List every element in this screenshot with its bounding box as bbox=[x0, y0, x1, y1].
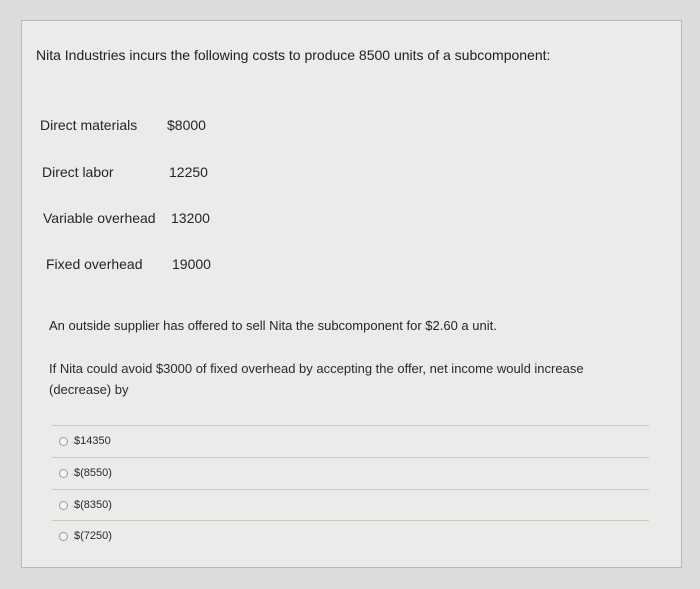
radio-button-icon[interactable] bbox=[59, 437, 68, 446]
cost-label-direct-materials: Direct materials bbox=[40, 117, 138, 133]
question-prompt: If Nita could avoid $3000 of fixed overhead by accepting the offer, net income would increase (decrease) by bbox=[49, 361, 584, 397]
cost-value-fixed-overhead: 19000 bbox=[172, 256, 211, 272]
cost-value-direct-materials: $8000 bbox=[167, 117, 206, 133]
cost-label-fixed-overhead: Fixed overhead bbox=[46, 256, 143, 272]
answer-option-label: $(7250) bbox=[74, 530, 112, 542]
cost-value-direct-labor: 12250 bbox=[169, 164, 208, 180]
answer-option-label: $(8350) bbox=[74, 499, 112, 511]
answer-option-3[interactable] bbox=[52, 489, 649, 520]
cost-label-variable-overhead: Variable overhead bbox=[43, 210, 156, 226]
answer-option-4[interactable] bbox=[52, 520, 649, 551]
question-card bbox=[21, 20, 682, 568]
radio-button-icon[interactable] bbox=[59, 501, 68, 510]
answer-option-1[interactable] bbox=[52, 425, 649, 456]
cost-label-direct-labor: Direct labor bbox=[42, 164, 114, 180]
question-text: Nita Industries incurs the following costs to produce 8500 units of a subcomponent: bbox=[36, 47, 551, 63]
answer-option-2[interactable] bbox=[52, 457, 649, 488]
cost-value-variable-overhead: 13200 bbox=[171, 210, 210, 226]
answer-option-label: $(8550) bbox=[74, 467, 112, 479]
radio-button-icon[interactable] bbox=[59, 532, 68, 541]
radio-button-icon[interactable] bbox=[59, 469, 68, 478]
answer-option-label: $14350 bbox=[74, 435, 111, 447]
supplier-offer-text: An outside supplier has offered to sell Nita the subcomponent for $2.60 a unit. bbox=[49, 318, 497, 333]
